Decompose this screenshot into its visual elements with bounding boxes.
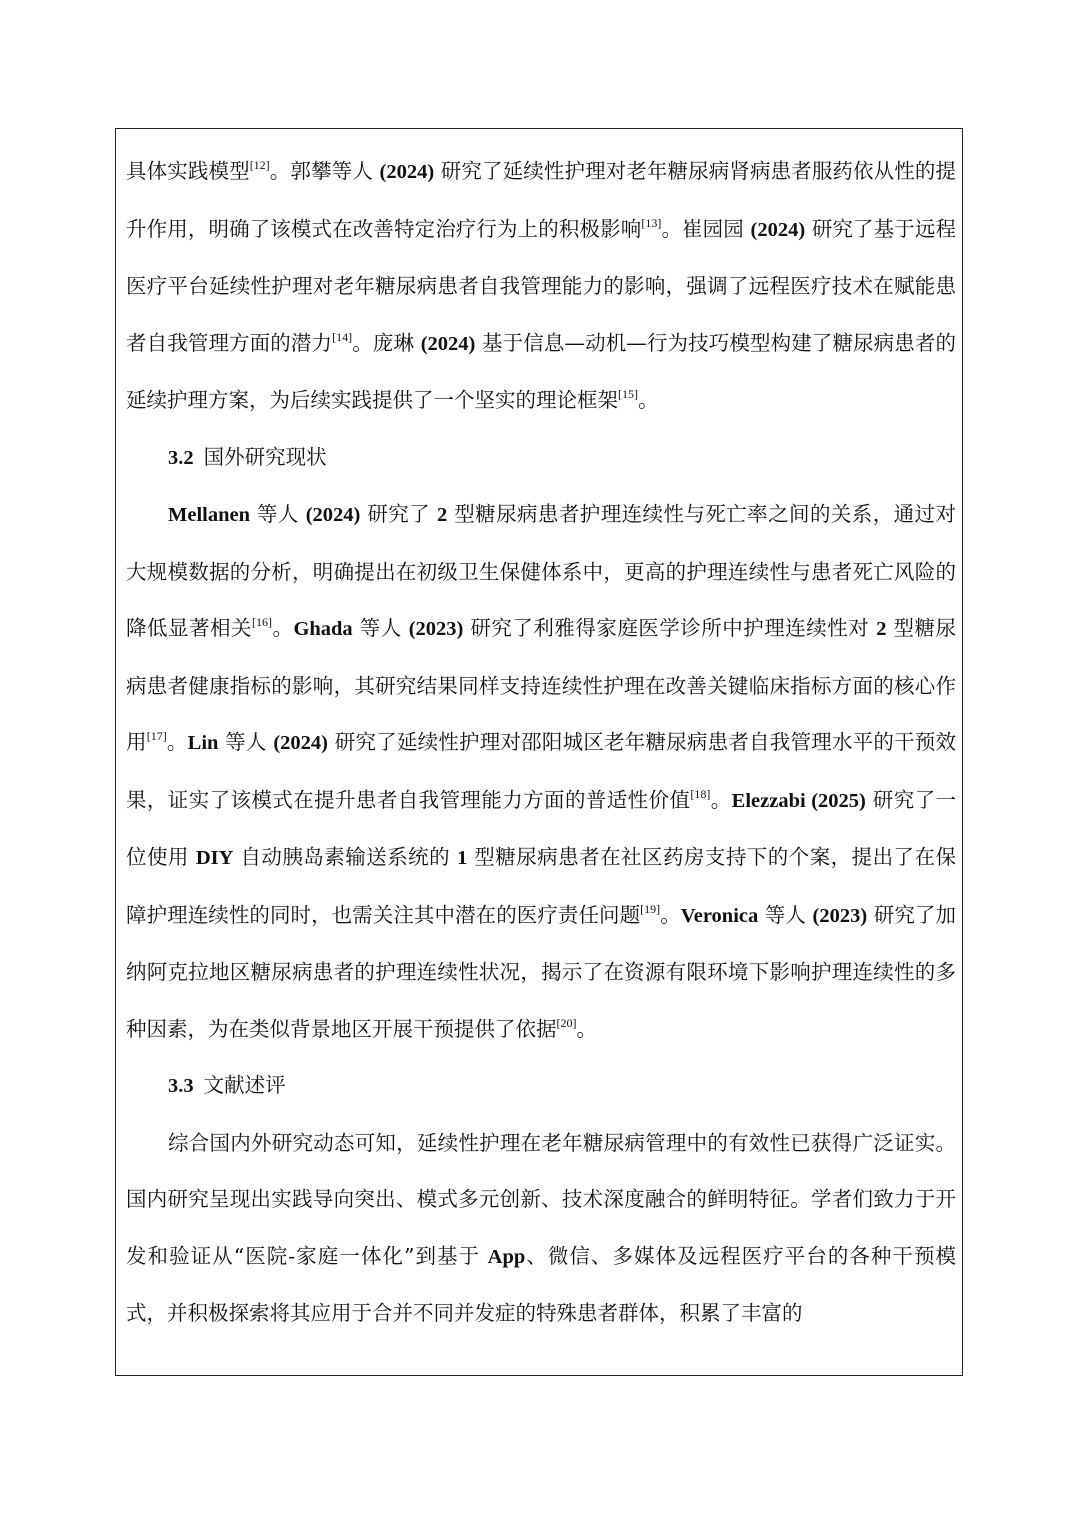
text-run: 。 xyxy=(271,616,294,640)
bold-term: App xyxy=(487,1245,526,1268)
section-title: 文献述评 xyxy=(203,1073,286,1097)
text-run: 等人 xyxy=(250,502,306,526)
text-run: 基于信息—动机—行为技巧模型构建了糖尿病患者的延续护理方案，为后续实践提供了一个坚实的理论框架 xyxy=(126,330,957,412)
text-run: 综合国内外研究动态可知，延续性护理在老年糖尿病管理中的有效性已获得广泛证实。国内研究呈现出实践导向突出、模式多元创新、技术深度融合的鲜明特征。学者们致力于开发和验证从“医院-家庭一体化”到基于 xyxy=(126,1130,956,1268)
bold-term: (2024) xyxy=(273,732,328,754)
text-run: 。 xyxy=(576,1016,597,1041)
bold-term: (2023) xyxy=(812,904,868,927)
text-run: 研究了延续性护理对老年糖尿病肾病患者服药依从性的提升作用，明确了该模式在改善特定治疗行为上的积极影响 xyxy=(126,159,956,241)
text-run: 。庞琳 xyxy=(352,330,421,355)
text-run: 研究了基于远程医疗平台延续性护理对老年糖尿病患者自我管理能力的影响，强调了远程医疗技术在赋能患者自我管理方面的潜力 xyxy=(126,216,956,355)
text-run: 。 xyxy=(660,902,681,927)
citation-ref: [15] xyxy=(618,387,638,401)
text-run: 。崔园园 xyxy=(661,216,751,241)
bold-term: (2024) xyxy=(750,218,806,241)
citation-ref: [17] xyxy=(146,729,167,743)
paragraph-foreign-research xyxy=(126,486,956,1057)
section-heading-3-3 xyxy=(126,1057,956,1115)
bold-term: 1 xyxy=(457,847,468,869)
text-run: 。 xyxy=(166,730,188,754)
text-run: 等人 xyxy=(218,730,274,754)
text-run: 研究了 xyxy=(360,502,438,526)
page-frame xyxy=(115,128,963,1376)
citation-ref: [12] xyxy=(249,158,270,172)
bold-term: 2 xyxy=(437,504,448,526)
bold-term: (2023) xyxy=(408,618,464,640)
bold-term: Mellanen xyxy=(168,504,250,526)
bold-term: Lin xyxy=(187,732,219,754)
bold-term: (2024) xyxy=(379,161,435,183)
text-run: 研究了利雅得家庭医学诊所中护理连续性对 xyxy=(463,616,877,640)
text-run: 。 xyxy=(710,787,732,812)
citation-ref: [19] xyxy=(640,901,661,916)
bold-term: 2 xyxy=(876,618,887,640)
paragraph-domestic-continuation xyxy=(126,143,956,429)
bold-term: DIY xyxy=(195,847,234,869)
text-run: 、微信、多媒体及远程医疗平台的各种干预模式，并积极探索将其应用于合并不同并发症的特殊患者群体，积累了丰富的 xyxy=(126,1243,957,1325)
section-title: 国外研究现状 xyxy=(203,444,327,469)
text-run: 等人 xyxy=(352,616,409,640)
text-run: 自动胰岛素输送系统的 xyxy=(233,845,458,869)
text-run: 型糖尿病患者健康指标的影响，其研究结果同样支持连续性护理在改善关键临床指标方面的核心作用 xyxy=(126,616,956,754)
text-run: 型糖尿病患者在社区药房支持下的个案，提出了在保障护理连续性的同时，也需关注其中潜在的医疗责任问题 xyxy=(126,845,956,927)
paragraph-literature-review xyxy=(126,1115,956,1342)
citation-ref: [18] xyxy=(690,786,711,801)
citation-ref: [20] xyxy=(556,1015,577,1030)
bold-term: Veronica xyxy=(680,904,759,927)
text-run: 研究了加纳阿克拉地区糖尿病患者的护理连续性状况，揭示了在资源有限环境下影响护理连续性的多种因素，为在类似背景地区开展干预提供了依据 xyxy=(126,902,956,1041)
text-run: 具体实践模型 xyxy=(126,159,250,183)
text-run: 型糖尿病患者护理连续性与死亡率之间的关系，通过对大规模数据的分析，明确提出在初级卫生保健体系中，更高的护理连续性与患者死亡风险的降低显著相关 xyxy=(126,502,956,640)
citation-ref: [16] xyxy=(251,615,272,629)
text-run: 研究了一位使用 xyxy=(126,787,956,869)
bold-term: Ghada xyxy=(293,618,353,640)
text-run: 。郭攀等人 xyxy=(269,159,380,183)
document-body xyxy=(126,143,956,1342)
bold-term: (2024) xyxy=(305,504,361,526)
text-run: 研究了延续性护理对邵阳城区老年糖尿病患者自我管理水平的干预效果，证实了该模式在提升患者自我管理能力方面的普适性价值 xyxy=(126,730,957,812)
citation-ref: [14] xyxy=(332,329,353,344)
text-run: 。 xyxy=(638,388,659,412)
bold-term: Elezzabi (2025) xyxy=(731,789,866,812)
bold-term: (2024) xyxy=(420,332,476,355)
citation-ref: [13] xyxy=(641,215,662,230)
section-number: 3.2 xyxy=(168,446,194,469)
section-heading-3-2 xyxy=(126,429,956,487)
text-run: 等人 xyxy=(758,902,813,927)
section-number: 3.3 xyxy=(168,1075,194,1097)
